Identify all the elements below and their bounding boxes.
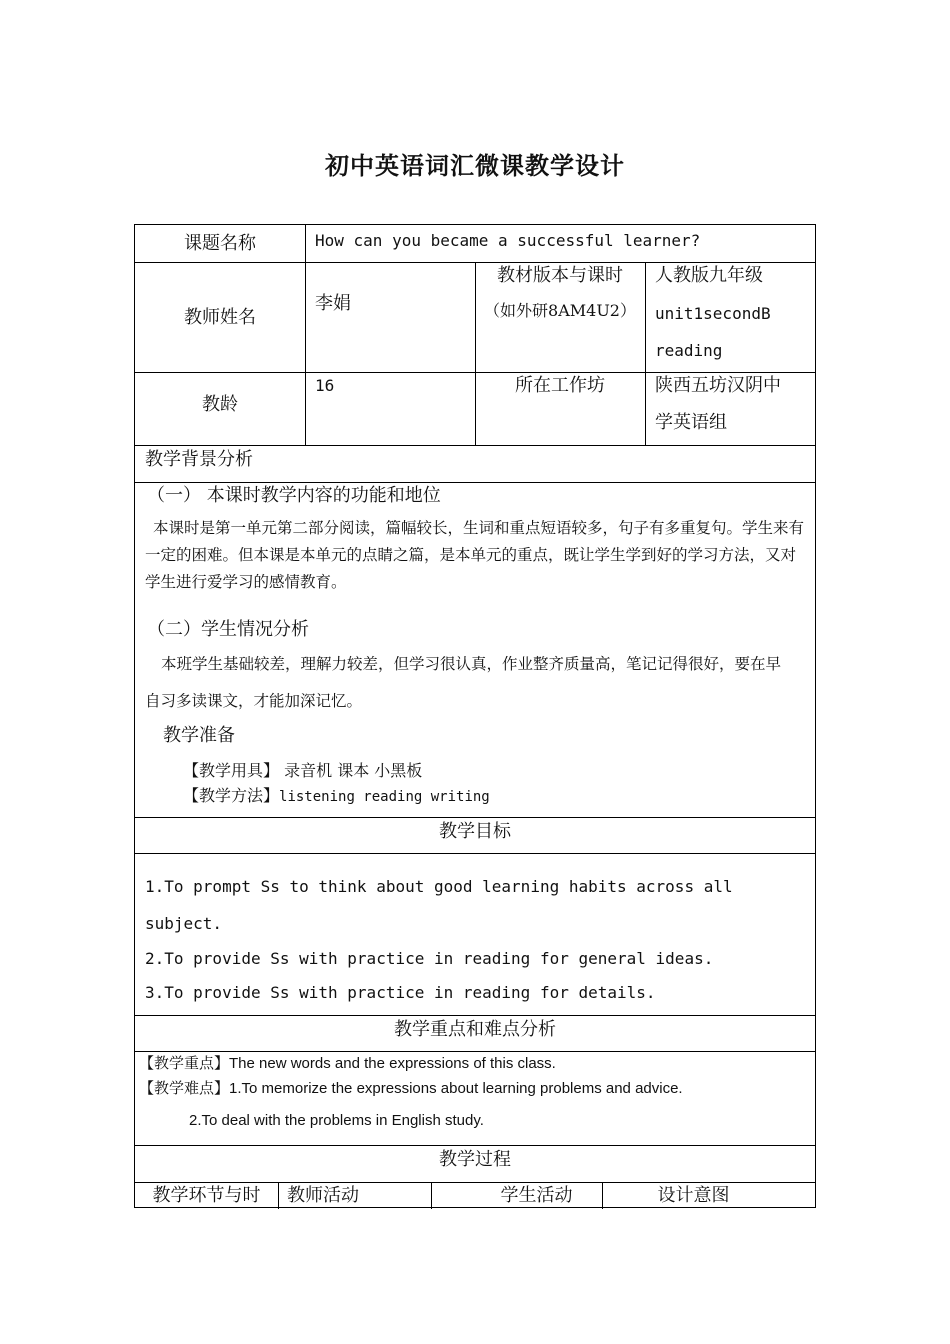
- teaching-years-value: 16: [315, 376, 335, 395]
- teaching-methods-value: listening reading writing: [279, 789, 490, 805]
- difficult-point-value-1: 1.To memorize the expressions about learning problems and advice.: [229, 1080, 683, 1097]
- goal-1-line2: subject.: [145, 914, 223, 933]
- document-title: 初中英语词汇微课教学设计: [325, 151, 625, 180]
- keypoints-heading: 教学重点和难点分析: [394, 1019, 556, 1040]
- teacher-name-value: 李娟: [315, 293, 351, 314]
- background-paragraph2-line1: 本班学生基础较差，理解力较差，但学习很认真，作业整齐质量高，笔记记得很好，要在早: [161, 655, 782, 673]
- lesson-plan-table: [134, 224, 816, 1208]
- background-heading: 教学背景分析: [145, 449, 253, 470]
- course-name-label: 课题名称: [184, 233, 256, 254]
- teaching-methods: [183, 777, 490, 816]
- process-column-intent: 设计意图: [657, 1185, 730, 1206]
- process-column-stage: 教学环节与时: [152, 1185, 261, 1206]
- process-column-student: 学生活动: [500, 1185, 573, 1206]
- process-column-teacher: 教师活动: [287, 1185, 359, 1206]
- edition-label-line1: 教材版本与课时: [497, 265, 623, 286]
- teaching-years-label: 教龄: [202, 394, 238, 415]
- preparation-heading: 教学准备: [163, 725, 235, 746]
- goals-heading: 教学目标: [439, 821, 511, 842]
- teaching-tools-label: 【教学用具】: [183, 761, 280, 780]
- course-name-value: How can you became a successful learner?: [315, 231, 701, 250]
- background-paragraph1: 本课时是第一单元第二部分阅读，篇幅较长，生词和重点短语较多，句子有多重复句。学生来有一定的困难。但本课是本单元的点睛之篇，是本单元的重点，既让学生学到好的学习方法，又对学生进行爱学习的感情教育。: [145, 519, 805, 591]
- difficult-point-value-2: 2.To deal with the problems in English study.: [189, 1112, 484, 1129]
- goal-1-line1: 1.To prompt Ss to think about good learning habits across all: [145, 877, 733, 896]
- workshop-value-line1: 陕西五坊汉阴中: [655, 375, 781, 396]
- key-point-label: 【教学重点】: [139, 1054, 230, 1072]
- process-heading: 教学过程: [439, 1149, 511, 1170]
- goal-2: 2.To provide Ss with practice in reading for general ideas.: [145, 949, 714, 968]
- goal-3: 3.To provide Ss with practice in reading for details.: [145, 983, 656, 1002]
- workshop-value-line2: 学英语组: [655, 412, 727, 433]
- teaching-methods-label: 【教学方法】: [183, 786, 280, 805]
- teaching-tools-value: 录音机 课本 小黑板: [284, 761, 423, 780]
- teacher-name-label: 教师姓名: [184, 307, 256, 328]
- workshop-label: 所在工作坊: [515, 375, 605, 396]
- edition-label-line2: （如外研8AM4U2）: [484, 301, 636, 320]
- difficult-point: [139, 1072, 683, 1105]
- background-sub1: （一） 本课时教学内容的功能和地位: [147, 485, 441, 506]
- difficult-point-label: 【教学难点】: [139, 1079, 230, 1097]
- edition-value-line2: unit1secondB: [655, 304, 771, 323]
- background-paragraph2-line2: 自习多读课文，才能加深记忆。: [145, 692, 363, 710]
- edition-value-line1: 人教版九年级: [655, 265, 763, 286]
- key-point-value: The new words and the expressions of this class.: [229, 1055, 556, 1072]
- background-sub2: （二）学生情况分析: [147, 619, 309, 640]
- edition-value-line3: reading: [655, 341, 723, 360]
